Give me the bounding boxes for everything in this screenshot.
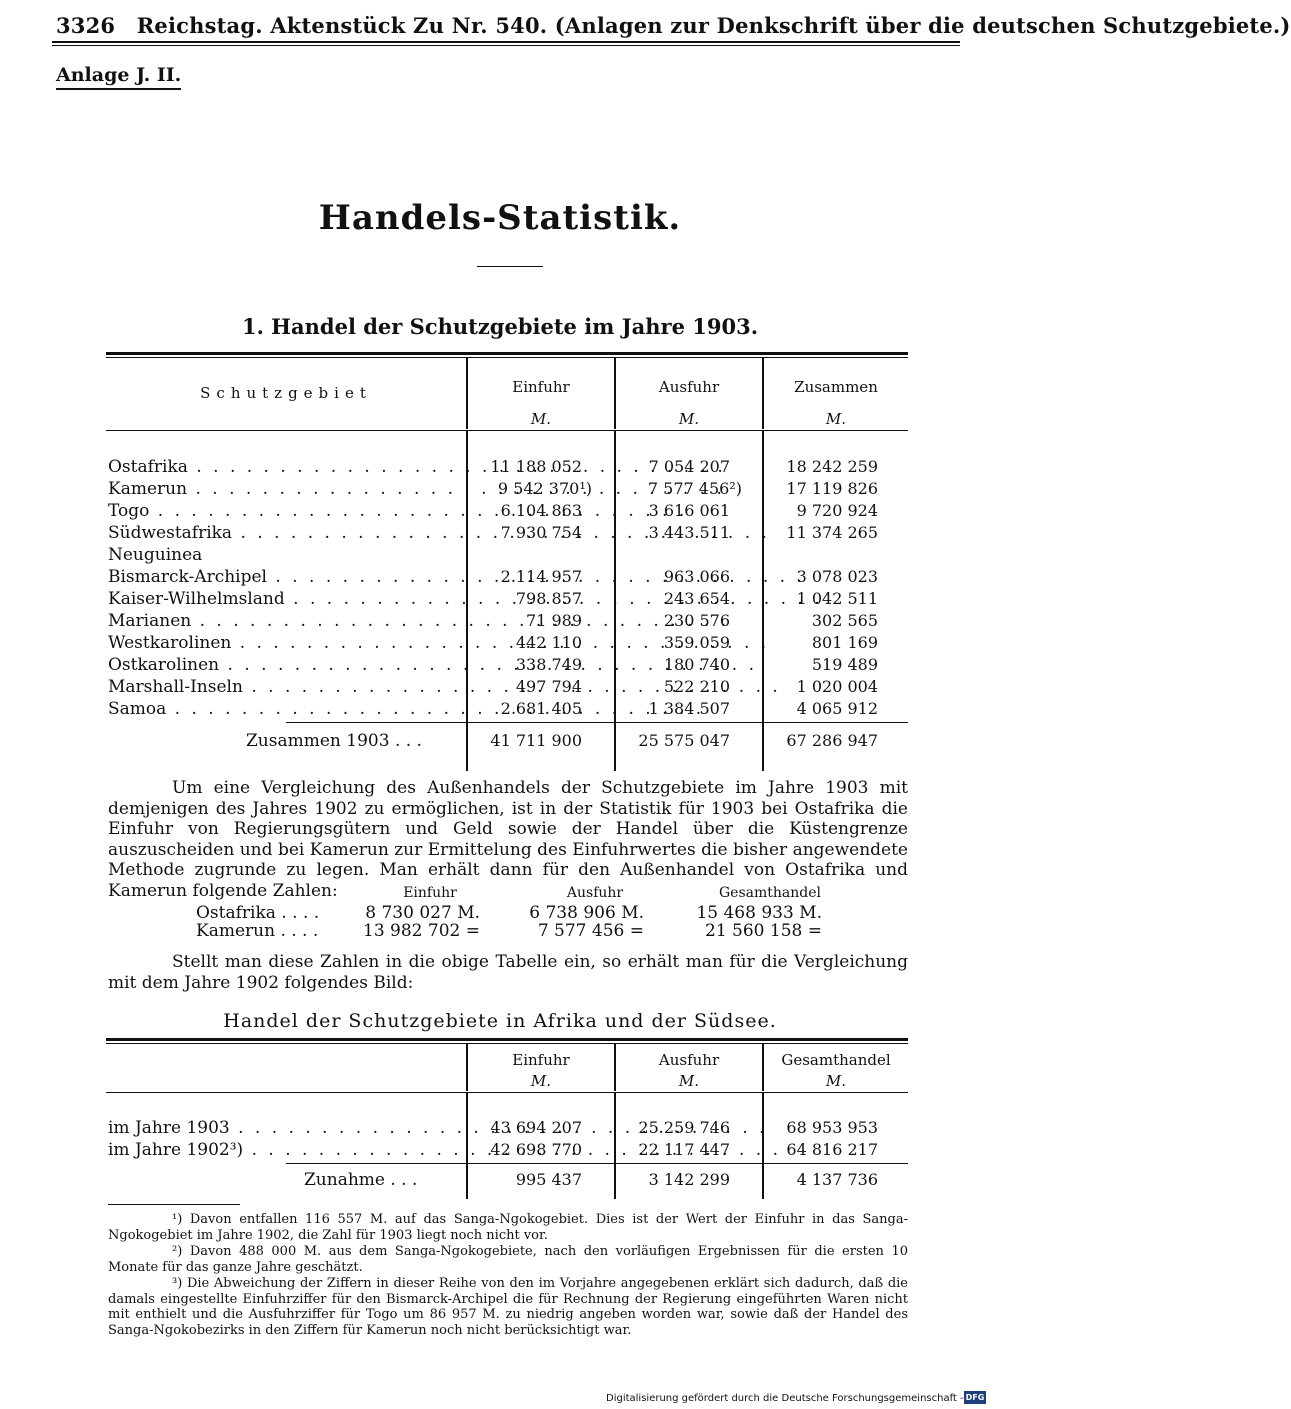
region-group-name: Neuguinea: [108, 545, 203, 565]
export-value: 963 066: [663, 567, 730, 586]
export-value: 359 059: [663, 633, 730, 652]
region-name: Ostkarolinen . . .: [108, 655, 458, 675]
mini-import-value: 13 982 702 =: [363, 921, 480, 941]
digitization-credit: Digitalisierung gefördert durch die Deutsche Forschungsgemeinschaft -: [606, 1393, 964, 1404]
total-value: 9 720 924: [796, 501, 878, 520]
grand-total: 67 286 947: [786, 731, 878, 750]
unit-label: M.: [825, 1072, 847, 1090]
year-label: im Jahre 1902³) . . .: [108, 1140, 458, 1160]
mini-export-value: 7 577 456 =: [537, 921, 644, 941]
year-label: im Jahre 1903 . . .: [108, 1118, 458, 1138]
export-value: 3 443 511: [648, 523, 730, 542]
increase-label: Zunahme . . .: [304, 1170, 418, 1190]
export-value: 230 576: [663, 611, 730, 630]
region-name: Südwestafrika . . .: [108, 523, 458, 543]
table1-title: 1. Handel der Schutzgebiete im Jahre 1903.: [241, 314, 759, 339]
sum-rule: [286, 722, 908, 723]
mini-row-label: Ostafrika . . . .: [196, 903, 320, 923]
total-value: 68 953 953: [786, 1118, 878, 1137]
mini-import-value: 8 730 027 M.: [365, 903, 480, 923]
region-name: Marshall-Inseln . . .: [108, 677, 458, 697]
export-value: 243 654: [663, 589, 730, 608]
total-value: 519 489: [811, 655, 878, 674]
total-value: 17 119 826: [786, 479, 878, 498]
column-header-total: Gesamthandel: [781, 1051, 891, 1069]
unit-label: M.: [678, 410, 700, 428]
import-value: 43 694 207: [490, 1118, 582, 1137]
paragraph-text: Stellt man diese Zahlen in die obige Tabelle ein, so erhält man für die Vergleichung mit dem Jahre 1902 folgendes Bild:: [108, 952, 908, 993]
import-value: 11 188 052: [490, 457, 582, 476]
total-value: 1 020 004: [796, 677, 878, 696]
total-value: 11 374 265: [786, 523, 878, 542]
footnote-2: ²) Davon 488 000 M. aus dem Sanga-Ngokogebiete, nach den vorläufigen Ergebnissen für die ersten 10 Monate für das ganze Jahre geschätzt.: [108, 1244, 908, 1275]
import-value: 6 104 863: [500, 501, 582, 520]
region-name: Samoa . . .: [108, 699, 458, 719]
header-bottom-rule: [106, 1092, 908, 1093]
mini-total-value: 21 560 158 =: [705, 921, 822, 941]
region-name: Westkarolinen . . .: [108, 633, 458, 653]
footnote-3: ³) Die Abweichung der Ziffern in dieser Reihe von den im Vorjahre angegebenen erklärt sich dadurch, daß die damals eingestellte Einfuhrziffer für den Bismarck-Archipel die für Rechnung der Regierung eingeführten Waren nicht mit enthielt und die Ausfuhrziffer für Togo um 86 957 M. zu niedrig angeben worden war, sowie daß der Handel des Sanga-Ngokobezirks in den Ziffern für Kamerun noch nicht berücksichtigt war.: [108, 1276, 908, 1338]
mini-total-value: 15 468 933 M.: [696, 903, 822, 923]
mini-export-value: 6 738 906 M.: [529, 903, 644, 923]
total-value: 1 042 511: [796, 589, 878, 608]
export-value: 3 616 061: [648, 501, 730, 520]
title-divider: [477, 266, 543, 267]
import-value: 71 989: [526, 611, 582, 630]
total-value: 64 816 217: [786, 1140, 878, 1159]
export-value: 25 259 746: [638, 1118, 730, 1137]
import-increase: 995 437: [515, 1170, 582, 1189]
region-name: Ostafrika . . .: [108, 457, 458, 477]
footnote-rule: [108, 1204, 240, 1205]
import-value: 9 542 370¹): [497, 479, 592, 498]
import-value: 42 698 770: [490, 1140, 582, 1159]
total-label: Zusammen 1903 . . .: [246, 731, 422, 751]
total-value: 4 065 912: [796, 699, 878, 718]
region-name: Kaiser-Wilhelmsland . . .: [108, 589, 458, 609]
total-value: 3 078 023: [796, 567, 878, 586]
total-value: 302 565: [811, 611, 878, 630]
running-header: [56, 13, 1291, 38]
import-value: 338 749: [515, 655, 582, 674]
total-value: 18 242 259: [786, 457, 878, 476]
header-rule: [52, 45, 960, 46]
export-value: 180 740: [663, 655, 730, 674]
column-header-import: Einfuhr: [512, 378, 570, 396]
import-total: 41 711 900: [490, 731, 582, 750]
column-header-total: Zusammen: [794, 378, 878, 396]
footnotes: [108, 1212, 908, 1339]
import-value: 798 857: [515, 589, 582, 608]
footnote-1: ¹) Davon entfallen 116 557 M. auf das Sanga-Ngokogebiet. Dies ist der Wert der Einfuhr in das Sanga-Ngokogebiet im Jahre 1902, die Zahl für 1903 liegt noch nicht vor.: [108, 1212, 908, 1243]
column-header-region: Schutzgebiet: [200, 384, 372, 402]
paragraph-text: Um eine Vergleichung des Außenhandels der Schutzgebiete im Jahre 1903 mit demjenigen des Jahres 1902 zu ermöglichen, ist in der Statistik für 1903 bei Ostafrika die Einfuhr von Regierungsgütern und Geld sowie der Handel über die Küstengrenze auszuscheiden und bei Kamerun zur Ermittelung des Einfuhrwertes die bisher angewendete Methode zugrunde zu legen. Man erhält dann für den Außenhandel von Ostafrika und Kamerun folgende Zahlen:: [108, 778, 908, 901]
mini-row-label: Kamerun . . . .: [196, 921, 319, 941]
dfg-logo: DFG: [965, 1393, 985, 1402]
column-header-export: Ausfuhr: [658, 378, 720, 396]
body-paragraph: [108, 778, 908, 901]
page-number: 3326: [56, 13, 116, 38]
export-value: 7 577 456²): [647, 479, 742, 498]
region-name: Bismarck-Archipel . . .: [108, 567, 458, 587]
export-increase: 3 142 299: [648, 1170, 730, 1189]
table-top-rule: [106, 357, 908, 358]
region-name: Kamerun . . .: [108, 479, 458, 499]
mini-header-export: Ausfuhr: [566, 885, 624, 901]
total-value: 801 169: [811, 633, 878, 652]
unit-label: M.: [530, 410, 552, 428]
body-paragraph: [108, 952, 908, 993]
mini-header-import: Einfuhr: [403, 885, 457, 901]
mini-header-total: Gesamthandel: [718, 885, 821, 901]
running-title: Reichstag. Aktenstück Zu Nr. 540. (Anlagen zur Denkschrift über die deutschen Schutzgebiete.): [136, 13, 1291, 38]
export-value: 522 210: [663, 677, 730, 696]
page-title: Handels-Statistik.: [318, 198, 682, 238]
unit-label: M.: [678, 1072, 700, 1090]
unit-label: M.: [530, 1072, 552, 1090]
import-value: 2 681 405: [500, 699, 582, 718]
import-value: 2 114 957: [500, 567, 582, 586]
table-top-rule: [106, 1038, 908, 1041]
export-value: 7 054 207: [648, 457, 730, 476]
header-bottom-rule: [106, 430, 908, 431]
appendix-label: Anlage J. II.: [56, 64, 181, 90]
import-value: 442 110: [515, 633, 582, 652]
sum-rule: [286, 1163, 908, 1164]
region-name: Marianen . . .: [108, 611, 458, 631]
export-total: 25 575 047: [638, 731, 730, 750]
column-header-export: Ausfuhr: [658, 1051, 720, 1069]
unit-label: M.: [825, 410, 847, 428]
export-value: 22 117 447: [638, 1140, 730, 1159]
table-top-rule: [106, 352, 908, 355]
import-value: 7 930 754: [500, 523, 582, 542]
table2-title: Handel der Schutzgebiete in Afrika und der Südsee.: [223, 1010, 777, 1032]
total-increase: 4 137 736: [796, 1170, 878, 1189]
table-top-rule: [106, 1043, 908, 1044]
import-value: 497 794: [515, 677, 582, 696]
export-value: 1 384 507: [648, 699, 730, 718]
region-name: Togo . . .: [108, 501, 458, 521]
header-rule: [52, 41, 960, 43]
column-header-import: Einfuhr: [512, 1051, 570, 1069]
